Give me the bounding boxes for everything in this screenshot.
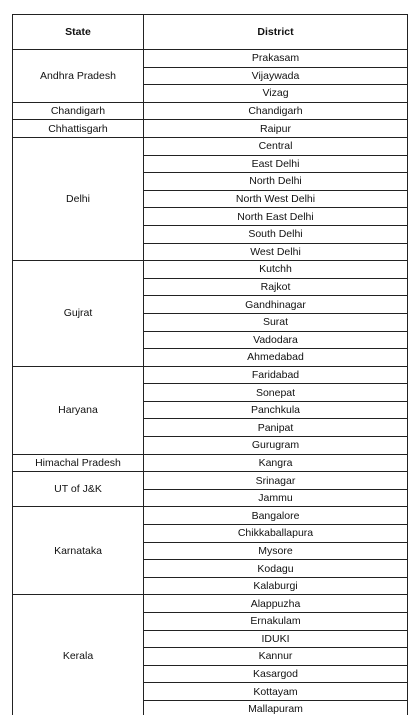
district-cell: Mysore [144,542,408,560]
district-cell: West Delhi [144,243,408,261]
district-cell: Kangra [144,454,408,472]
district-cell: Ahmedabad [144,349,408,367]
district-cell: Ernakulam [144,613,408,631]
table-row [13,102,408,120]
state-cell: Andhra Pradesh [13,50,144,103]
state-cell: Karnataka [13,507,144,595]
state-cell: Chandigarh [13,102,144,120]
district-cell: Gurugram [144,437,408,455]
table-row [13,507,408,525]
district-cell: Vadodara [144,331,408,349]
district-cell: Prakasam [144,50,408,68]
district-cell: Raipur [144,120,408,138]
district-cell: Alappuzha [144,595,408,613]
district-cell: Rajkot [144,278,408,296]
district-cell: Panchkula [144,401,408,419]
state-cell: Haryana [13,366,144,454]
district-cell: Gandhinagar [144,296,408,314]
district-cell: North East Delhi [144,208,408,226]
district-cell: Kannur [144,648,408,666]
table-body [13,50,408,715]
district-cell: Jammu [144,489,408,507]
district-cell: Kasargod [144,665,408,683]
district-cell: Chandigarh [144,102,408,120]
district-cell: Kodagu [144,560,408,578]
state-cell: Chhattisgarh [13,120,144,138]
district-cell: Kutchh [144,261,408,279]
state-cell: UT of J&K [13,472,144,507]
district-cell: Vijaywada [144,67,408,85]
district-cell: East Delhi [144,155,408,173]
district-cell: Srinagar [144,472,408,490]
table-row [13,472,408,490]
state-cell: Gujrat [13,261,144,367]
district-cell: North Delhi [144,173,408,191]
district-cell: Chikkaballapura [144,525,408,543]
table-row [13,50,408,68]
district-cell: South Delhi [144,225,408,243]
state-cell: Himachal Pradesh [13,454,144,472]
district-cell: Vizag [144,85,408,103]
state-cell: Delhi [13,137,144,260]
header-row [13,15,408,50]
district-cell: Panipat [144,419,408,437]
district-cell: Surat [144,313,408,331]
state-cell: Kerala [13,595,144,715]
district-cell: Bangalore [144,507,408,525]
table-row [13,454,408,472]
district-header: District [144,15,408,50]
district-cell: IDUKI [144,630,408,648]
district-cell: Kalaburgi [144,577,408,595]
state-district-table [12,14,408,715]
table-row [13,261,408,279]
table-row [13,595,408,613]
district-cell: Sonepat [144,384,408,402]
district-cell: Central [144,137,408,155]
district-cell: Mallapuram [144,700,408,715]
state-header: State [13,15,144,50]
district-cell: Faridabad [144,366,408,384]
table-row [13,366,408,384]
table-row [13,137,408,155]
table-row [13,120,408,138]
district-cell: Kottayam [144,683,408,701]
district-cell: North West Delhi [144,190,408,208]
